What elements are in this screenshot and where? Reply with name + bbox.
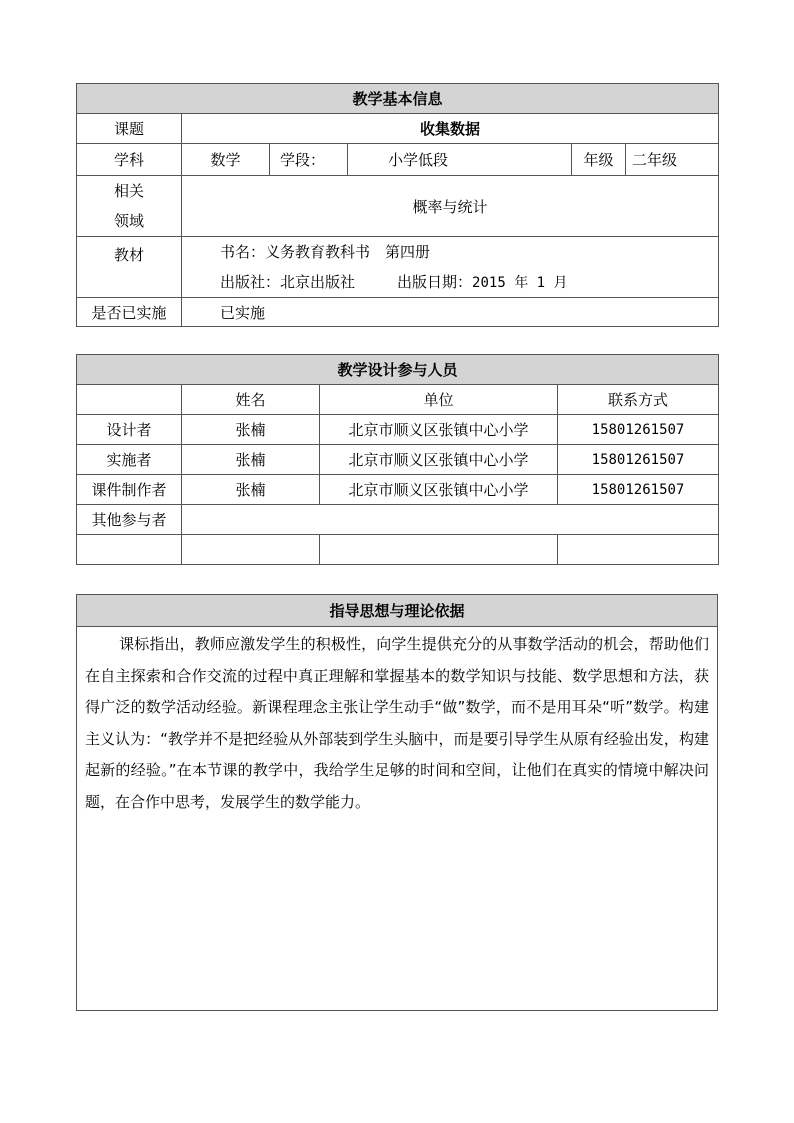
- contact-cell: 15801261507: [558, 475, 719, 505]
- pub-date-label: 出版日期：: [397, 273, 473, 291]
- field-label: [77, 176, 182, 237]
- publisher-line: [182, 267, 718, 297]
- publisher-label: 出版社：: [220, 273, 281, 291]
- col-unit-header: 单位: [320, 385, 558, 415]
- contact-cell: 15801261507: [558, 415, 719, 445]
- empty-cell: [77, 535, 182, 565]
- basic-info-header: 教学基本信息: [77, 84, 719, 114]
- field-label-line-2: 领域: [113, 212, 144, 230]
- empty-cell: [558, 535, 719, 565]
- guiding-table: [76, 594, 718, 1011]
- table-row: [77, 415, 719, 445]
- guiding-body: [77, 627, 718, 1011]
- stage-label: 学段：: [270, 144, 348, 176]
- unit-cell: 北京市顺义区张镇中心小学: [320, 415, 558, 445]
- name-cell: 张楠: [182, 475, 320, 505]
- blank-header-cell: [77, 385, 182, 415]
- col-name-header: 姓名: [182, 385, 320, 415]
- guiding-header: 指导思想与理论依据: [77, 595, 718, 627]
- grade-value: 二年级: [626, 144, 719, 176]
- contact-cell: 15801261507: [558, 445, 719, 475]
- book-name-value: 义务教育教科书 第四册: [265, 243, 431, 261]
- unit-cell: 北京市顺义区张镇中心小学: [320, 445, 558, 475]
- role-cell: 课件制作者: [77, 475, 182, 505]
- table-row: [77, 445, 719, 475]
- participants-table: [76, 354, 719, 565]
- implemented-value: 已实施: [182, 298, 719, 327]
- others-value: [182, 505, 719, 535]
- col-contact-header: 联系方式: [558, 385, 719, 415]
- table-row: [77, 475, 719, 505]
- stage-value: 小学低段: [348, 144, 572, 176]
- others-label: 其他参与者: [77, 505, 182, 535]
- empty-cell: [320, 535, 558, 565]
- implemented-label: 是否已实施: [77, 298, 182, 327]
- book-name-line: [182, 237, 718, 267]
- empty-cell: [182, 535, 320, 565]
- textbook-label: 教材: [77, 237, 182, 298]
- textbook-info: [182, 237, 719, 298]
- grade-label: 年级: [572, 144, 626, 176]
- publisher-value: 北京出版社: [280, 273, 356, 291]
- topic-value: 收集数据: [182, 114, 719, 144]
- field-label-line-1: 相关: [113, 182, 144, 200]
- guiding-paragraph: 课标指出，教师应激发学生的积极性，向学生提供充分的从事数学活动的机会，帮助他们在自主探索和合作交流的过程中真正理解和掌握基本的数学知识与技能、数学思想和方法，获得广泛的数学活动经验。新课程理念主张让学生动手“做”数学，而不是用耳朵“听”数学。构建主义认为：“教学并不是把经验从外部装到学生头脑中，而是要引导学生从原有经验出发，构建起新的经验。”在本节课的教学中，我给学生足够的时间和空间，让他们在真实的情境中解决问题，在合作中思考，发展学生的数学能力。: [85, 635, 709, 811]
- book-name-label: 书名：: [220, 243, 266, 261]
- unit-cell: 北京市顺义区张镇中心小学: [320, 475, 558, 505]
- topic-label: 课题: [77, 114, 182, 144]
- role-cell: 实施者: [77, 445, 182, 475]
- name-cell: 张楠: [182, 415, 320, 445]
- empty-row: [77, 535, 719, 565]
- subject-label: 学科: [77, 144, 182, 176]
- name-cell: 张楠: [182, 445, 320, 475]
- basic-info-table: [76, 83, 719, 327]
- pub-date-value: 2015 年 1 月: [472, 275, 568, 291]
- subject-value: 数学: [182, 144, 270, 176]
- field-value: 概率与统计: [182, 176, 719, 237]
- role-cell: 设计者: [77, 415, 182, 445]
- participants-header: 教学设计参与人员: [77, 355, 719, 385]
